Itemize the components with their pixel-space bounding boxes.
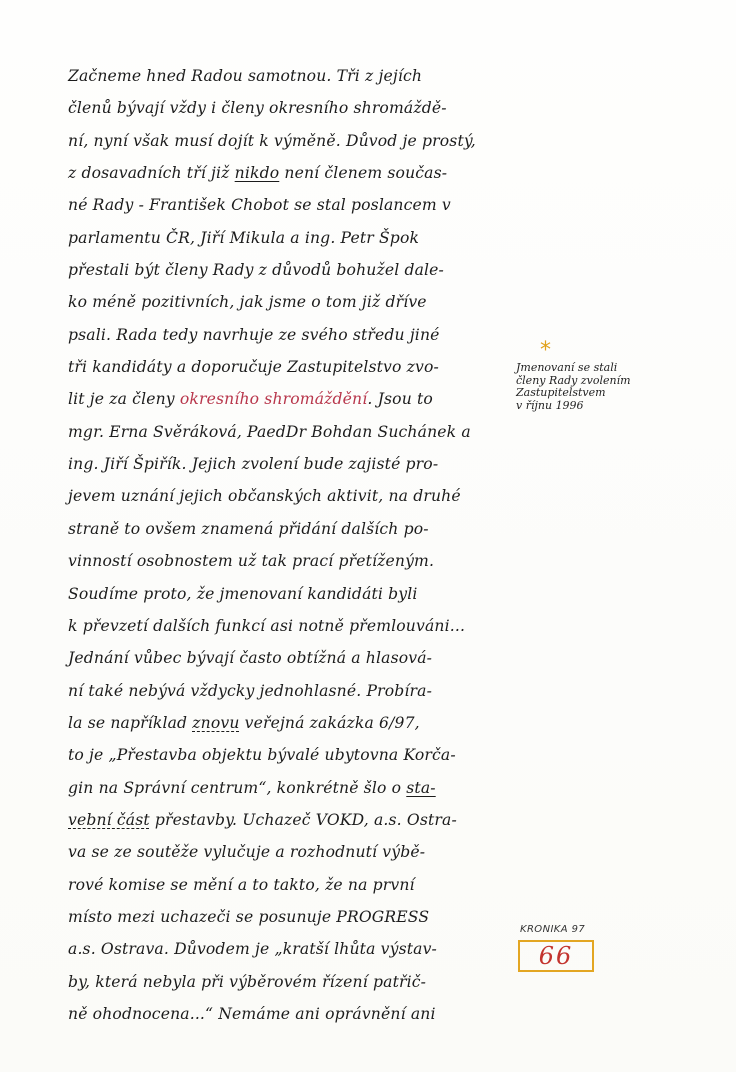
text-line [68,998,508,1030]
text-line [68,707,508,739]
text-line [68,933,508,965]
text-line [68,286,508,318]
text-segment: lit je za členy [68,390,180,409]
text-segment: veřejná zakázka 6/97, [239,713,420,732]
underlined-phrase: nikdo [234,164,280,183]
text-line [68,416,508,448]
text-segment: gin na Správní centrum“, konkrétně šlo o [68,778,407,797]
text-segment: psali. Rada tedy navrhuje ze svého středu jiné [68,325,440,344]
text-line [68,189,508,221]
text-segment: ní také nebývá vždycky jednohlasné. Probíra- [68,681,432,700]
text-line [68,642,508,674]
text-segment: ko méně pozitivních, jak jsme o tom již dříve [68,293,427,312]
text-line [68,513,508,545]
text-segment: není členem součas- [279,164,448,183]
text-segment: né Rady - František Chobot se stal poslancem v [68,196,451,215]
margin-note-line: Jmenovaní se stali [516,361,618,374]
underlined-phrase: znovu [192,713,240,732]
text-line [68,448,508,480]
text-line [68,157,508,189]
text-segment: místo mezi uchazeči se posunuje PROGRESS [68,907,430,926]
text-line [68,545,508,577]
text-line [68,222,508,254]
text-line [68,383,508,415]
underlined-phrase: sta- [406,778,436,797]
text-line [68,901,508,933]
text-segment: ní, nyní však musí dojít k výměně. Důvod je prostý, [68,131,476,150]
text-segment: rové komise se mění a to takto, že na první [68,875,415,894]
asterisk-marker: * [540,338,551,363]
text-segment: ing. Jiří Špiřík. Jejich zvolení bude zajisté pro- [68,455,439,474]
text-segment: tři kandidáty a doporučuje Zastupitelstvo zvo- [68,358,439,377]
text-line [68,739,508,771]
text-segment: a.s. Ostrava. Důvodem je „kratší lhůta výstav- [68,940,437,959]
text-line [68,125,508,157]
text-segment: la se například [68,713,193,732]
text-line [68,60,508,92]
text-segment: by, která nebyla při výběrovém řízení patřič- [68,972,427,991]
text-line [68,319,508,351]
text-segment: přestavby. Uchazeč VOKD, a.s. Ostra- [149,810,457,829]
text-segment: členů bývají vždy i členy okresního shromáždě- [68,99,447,118]
text-segment: Začneme hned Radou samotnou. Tři z jejích [68,67,423,85]
text-segment: parlamentu ČR, Jiří Mikula a ing. Petr Špok [68,228,420,247]
text-line [68,836,508,868]
page-number: 66 [538,942,574,970]
text-segment: straně to ovšem znamená přidání dalších po- [68,519,429,538]
text-line [68,610,508,642]
text-segment: ně ohodnocena...“ Nemáme ani oprávnění ani [68,1004,436,1023]
page-footer [518,924,608,972]
page-number-box [518,940,594,972]
text-segment: z dosavadních tří již [68,164,235,183]
text-segment: k převzetí dalších funkcí asi notně přemlouváni... [68,616,466,635]
text-segment: . Jsou to [367,390,433,409]
text-line [68,675,508,707]
text-line [68,869,508,901]
text-line [68,351,508,383]
text-line [68,480,508,512]
highlighted-phrase: okresního shromáždění [179,390,368,409]
underlined-phrase: vební část [68,810,150,829]
text-line [68,772,508,804]
text-segment: va se ze soutěže vylučuje a rozhodnutí výbě- [68,843,426,862]
margin-note-line: Zastupitelstvem [516,386,606,399]
text-line [68,966,508,998]
text-line [68,804,508,836]
text-line [68,92,508,124]
text-segment: to je „Přestavba objektu bývalé ubytovna Korča- [68,746,456,765]
margin-note [516,338,686,412]
text-segment: Soudíme proto, že jmenovaní kandidáti byli [68,584,418,603]
chronicle-label: KRONIKA 97 [520,924,586,935]
handwritten-text-body [68,60,508,1030]
text-segment: přestali být členy Rady z důvodů bohužel dale- [68,261,444,280]
text-line [68,254,508,286]
text-line [68,578,508,610]
text-segment: mgr. Erna Svěráková, PaedDr Bohdan Suchánek a [68,422,471,441]
text-segment: Jednání vůbec bývají často obtížná a hlasová- [68,649,433,668]
margin-note-line: členy Rady zvolením [516,373,631,387]
text-segment: jevem uznání jejich občanských aktivit, na druhé [68,487,461,506]
margin-note-line: v říjnu 1996 [516,398,584,412]
text-segment: vinností osobnostem už tak prací přetíženým. [68,552,435,571]
